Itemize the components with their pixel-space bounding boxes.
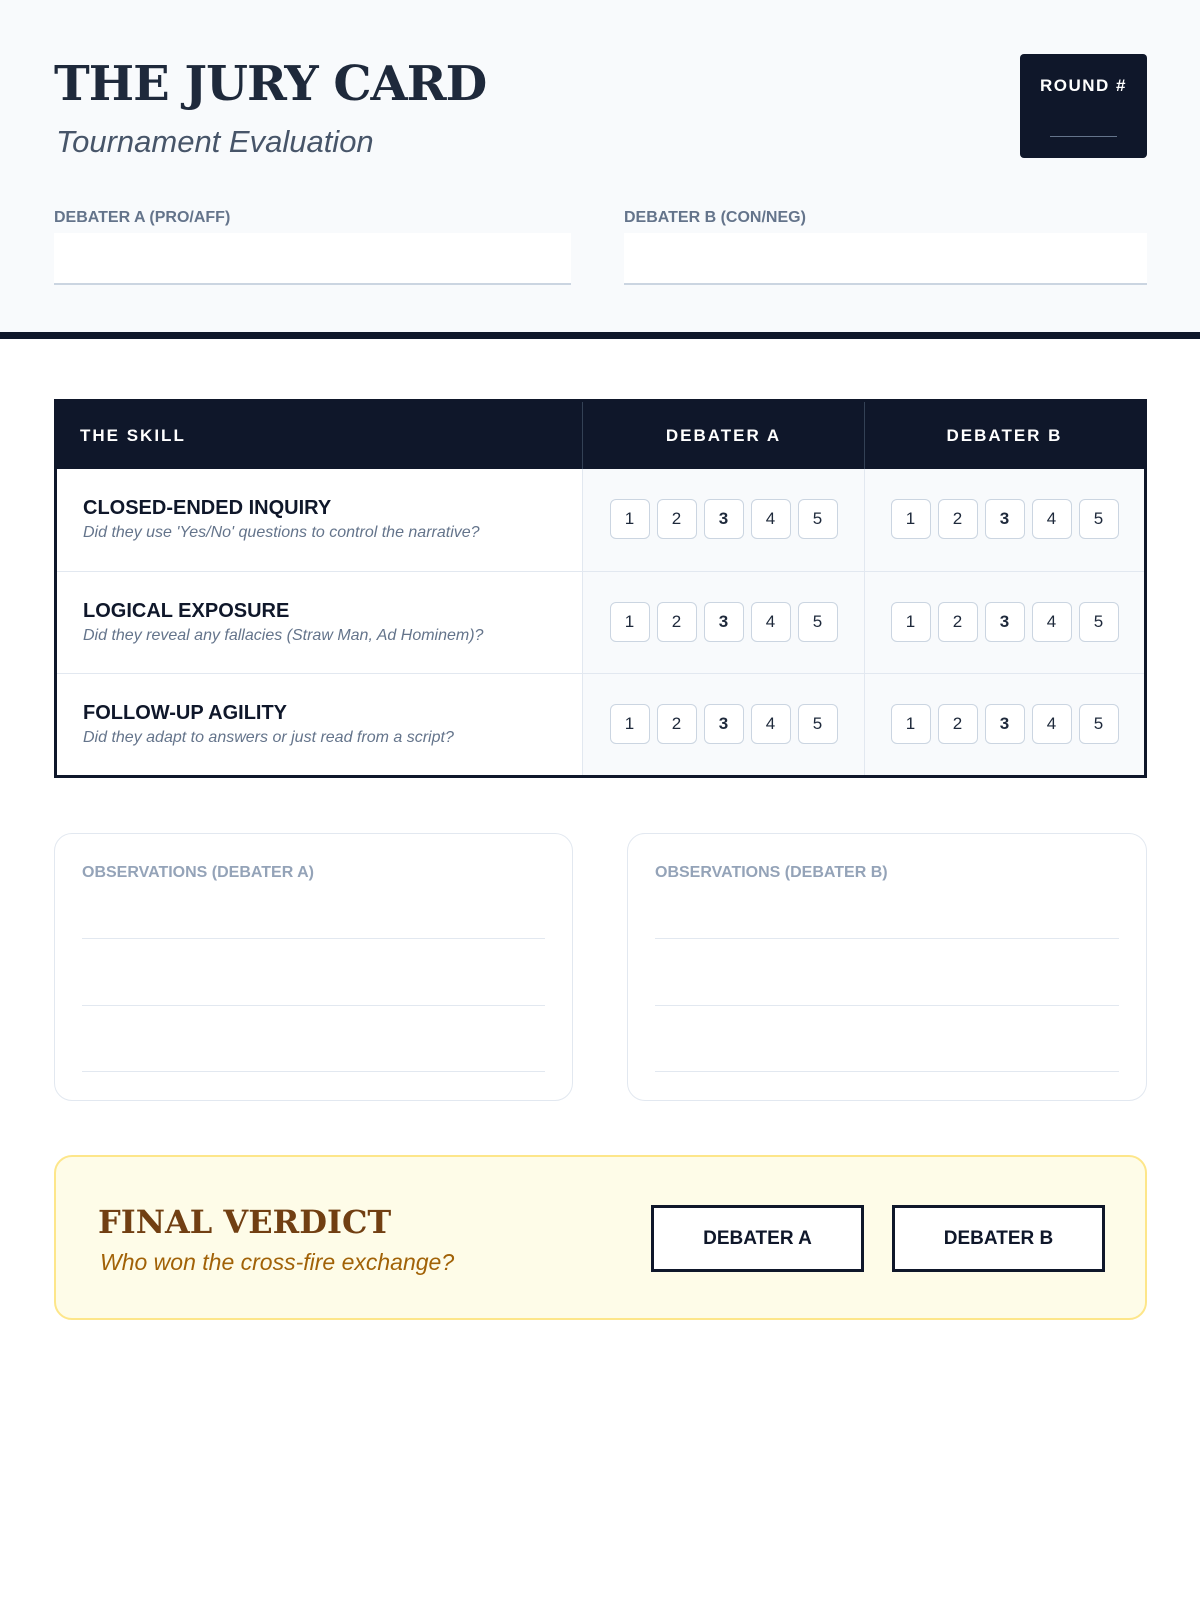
score-cell-debater-a <box>582 469 864 571</box>
skill-cell <box>57 674 582 775</box>
verdict-debater-a-button[interactable]: DEBATER A <box>651 1205 864 1272</box>
score-option-2[interactable]: 2 <box>657 602 697 642</box>
score-option-4[interactable]: 4 <box>1032 704 1072 744</box>
score-option-1[interactable]: 1 <box>891 704 931 744</box>
score-option-4[interactable]: 4 <box>751 602 791 642</box>
header-debater-b: DEBATER B <box>864 402 1144 469</box>
writing-line <box>655 1071 1119 1072</box>
skill-cell <box>57 469 582 571</box>
page-subtitle: Tournament Evaluation <box>56 124 374 159</box>
score-option-5[interactable]: 5 <box>1079 704 1119 744</box>
score-option-1[interactable]: 1 <box>610 499 650 539</box>
round-number-box[interactable] <box>1020 54 1147 158</box>
score-option-2[interactable]: 2 <box>657 499 697 539</box>
skill-title: FOLLOW-UP AGILITY <box>83 702 288 724</box>
score-option-4[interactable]: 4 <box>1032 602 1072 642</box>
score-option-4[interactable]: 4 <box>751 499 791 539</box>
skill-cell <box>57 572 582 673</box>
score-option-2[interactable]: 2 <box>938 704 978 744</box>
header <box>0 0 1200 339</box>
score-cell-debater-b <box>864 674 1144 775</box>
score-cell-debater-a <box>582 674 864 775</box>
skills-table <box>54 399 1147 778</box>
writing-line <box>655 938 1119 939</box>
score-option-1[interactable]: 1 <box>610 704 650 744</box>
header-skill: THE SKILL <box>80 426 186 445</box>
debater-a-name-field[interactable] <box>54 233 571 285</box>
debater-b-label: DEBATER B (CON/NEG) <box>624 209 806 226</box>
score-option-1[interactable]: 1 <box>891 602 931 642</box>
score-option-5[interactable]: 5 <box>798 704 838 744</box>
score-option-3[interactable]: 3 <box>704 499 744 539</box>
observations-b-label: OBSERVATIONS (DEBATER B) <box>655 864 888 881</box>
final-verdict-panel <box>54 1155 1147 1320</box>
skill-description: Did they use 'Yes/No' questions to control the narrative? <box>83 524 480 541</box>
skill-description: Did they reveal any fallacies (Straw Man, Ad Hominem)? <box>83 627 484 644</box>
verdict-debater-b-button[interactable]: DEBATER B <box>892 1205 1105 1272</box>
score-option-5[interactable]: 5 <box>1079 499 1119 539</box>
table-row <box>57 469 1144 571</box>
debater-a-label: DEBATER A (PRO/AFF) <box>54 209 231 226</box>
writing-line <box>655 1005 1119 1006</box>
round-input-line <box>1050 136 1117 137</box>
debater-b-name-field[interactable] <box>624 233 1147 285</box>
table-row <box>57 673 1144 775</box>
score-option-3[interactable]: 3 <box>985 499 1025 539</box>
score-cell-debater-a <box>582 572 864 673</box>
observations-a-label: OBSERVATIONS (DEBATER A) <box>82 864 315 881</box>
skill-title: CLOSED-ENDED INQUIRY <box>83 497 332 519</box>
score-option-5[interactable]: 5 <box>1079 602 1119 642</box>
score-option-3[interactable]: 3 <box>985 602 1025 642</box>
score-cell-debater-b <box>864 572 1144 673</box>
writing-line <box>82 1071 545 1072</box>
score-option-3[interactable]: 3 <box>704 602 744 642</box>
score-option-2[interactable]: 2 <box>938 499 978 539</box>
score-option-1[interactable]: 1 <box>610 602 650 642</box>
verdict-title: FINAL VERDICT <box>98 1203 392 1241</box>
score-option-2[interactable]: 2 <box>657 704 697 744</box>
score-option-3[interactable]: 3 <box>704 704 744 744</box>
score-option-5[interactable]: 5 <box>798 499 838 539</box>
observations-debater-b[interactable] <box>627 833 1147 1101</box>
round-label: ROUND # <box>1039 76 1127 95</box>
score-option-4[interactable]: 4 <box>1032 499 1072 539</box>
header-debater-a: DEBATER A <box>582 402 864 469</box>
score-option-1[interactable]: 1 <box>891 499 931 539</box>
score-option-2[interactable]: 2 <box>938 602 978 642</box>
score-option-5[interactable]: 5 <box>798 602 838 642</box>
writing-line <box>82 1005 545 1006</box>
table-row <box>57 571 1144 673</box>
skill-title: LOGICAL EXPOSURE <box>83 600 290 622</box>
score-option-3[interactable]: 3 <box>985 704 1025 744</box>
verdict-question: Who won the cross-fire exchange? <box>100 1249 455 1275</box>
score-option-4[interactable]: 4 <box>751 704 791 744</box>
skill-description: Did they adapt to answers or just read from a script? <box>83 729 454 746</box>
score-cell-debater-b <box>864 469 1144 571</box>
observations-debater-a[interactable] <box>54 833 573 1101</box>
table-header <box>57 402 1144 469</box>
page-title: THE JURY CARD <box>54 56 487 112</box>
writing-line <box>82 938 545 939</box>
